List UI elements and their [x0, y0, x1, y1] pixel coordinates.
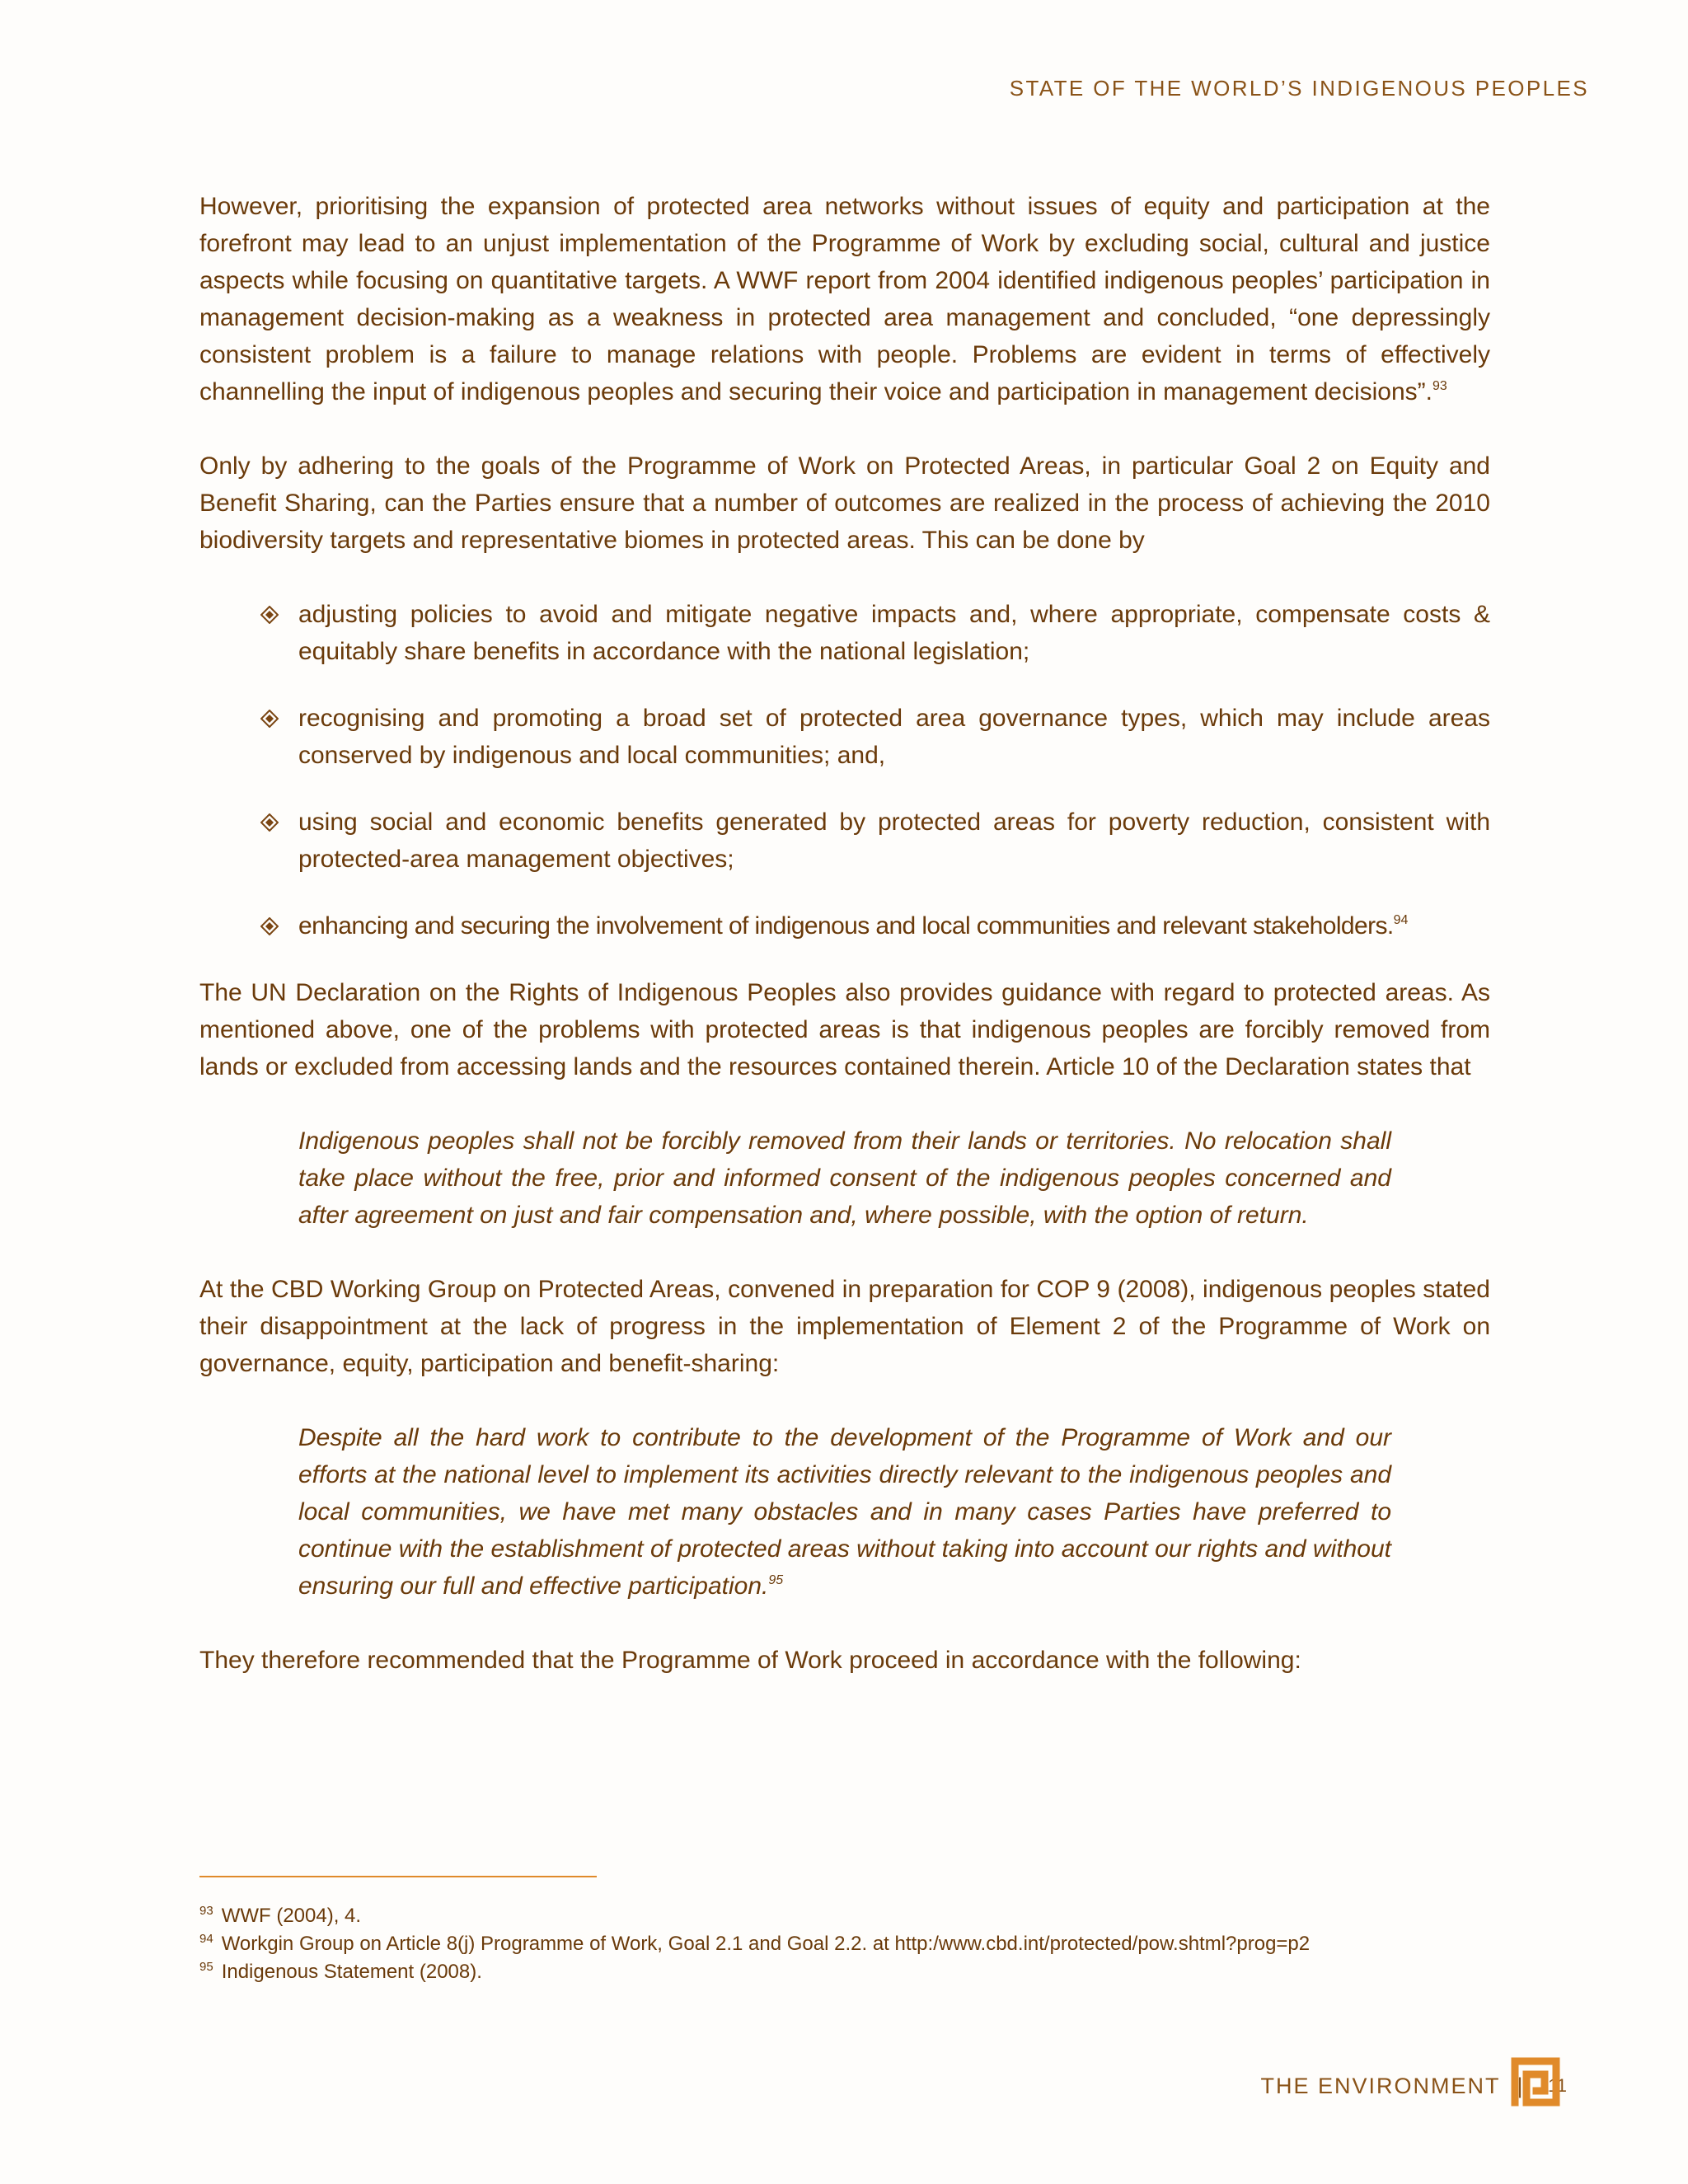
outcomes-list	[199, 596, 1490, 944]
list-item-text: recognising and promoting a broad set of protected area governance types, which may include areas conserved by indigenous and local communities; and,	[298, 705, 1490, 769]
diamond-bullet-icon	[260, 917, 279, 935]
footnote-ref-95[interactable]: 95	[768, 1573, 784, 1587]
footnote	[199, 1902, 1518, 1930]
greek-key-logo-icon	[1508, 2053, 1564, 2109]
footer-section-title: THE ENVIRONMENT	[1260, 2073, 1501, 2098]
paragraph-1-text: However, prioritising the expansion of protected area networks without issues of equity and participation at the forefront may lead to an unjust implementation of the Programme of Work by excluding social, cultural and justice aspects while focusing on quantitative targets. A WWF report from 2004 identified indigenous peoples’ participation in management decision-making as a weakness in protected area management and concluded, “one depressingly consistent problem is a failure to manage relations with people. Problems are evident in terms of effectively channelling the input of indigenous peoples and securing their voice and participation in management decisions”.	[199, 193, 1490, 405]
block-quote-article-10: Indigenous peoples shall not be forcibly removed from their lands or territories. No relocation shall take place without the free, prior and informed consent of the indigenous peoples concerned and after agreement on just and fair compensation and, where possible, with the option of return.	[298, 1127, 1391, 1229]
footnote-number: 93	[199, 1904, 213, 1918]
diamond-bullet-icon	[260, 606, 279, 624]
list-item	[298, 700, 1490, 774]
list-item	[298, 804, 1490, 878]
page-number: 111	[1539, 2075, 1567, 2096]
footnote	[199, 1930, 1518, 1958]
footnote-number: 95	[199, 1960, 213, 1974]
list-item	[298, 596, 1490, 670]
paragraph-1	[199, 188, 1490, 410]
footnote-ref-94[interactable]: 94	[1393, 913, 1409, 927]
footer-separator: |	[1517, 2073, 1523, 2098]
list-item-text: enhancing and securing the involvement of indigenous and local communities and relevant stakeholders.	[298, 912, 1394, 940]
footnote-text: Workgin Group on Article 8(j) Programme of Work, Goal 2.1 and Goal 2.2. at http:/www.cbd.int/protected/pow.shtml?prog=p2	[221, 1933, 1311, 1955]
block-quote-text: Despite all the hard work to contribute to the development of the Programme of Work and our efforts at the national level to implement its activities directly relevant to the indigenous peoples and local communities, we have met many obstacles and in many cases Parties have preferred to continue with the establishment of protected areas without taking into account our rights and without ensuring our full and effective participation.	[298, 1424, 1391, 1600]
paragraph-3: The UN Declaration on the Rights of Indigenous Peoples also provides guidance with regard to protected areas. As mentioned above, one of the problems with protected areas is that indigenous peoples are forcibly removed from lands or excluded from accessing lands and the resources contained therein. Article 10 of the Declaration states that	[199, 979, 1490, 1080]
diamond-bullet-icon	[260, 813, 279, 832]
footnote-divider	[199, 1876, 597, 1877]
footnote-text: Indigenous Statement (2008).	[221, 1961, 482, 1983]
footnote-text: WWF (2004), 4.	[221, 1905, 362, 1927]
paragraph-4: At the CBD Working Group on Protected Areas, convened in preparation for COP 9 (2008), indigenous peoples stated their disappointment at the lack of progress in the implementation of Element 2 of the Programme of Work on governance, equity, participation and benefit-sharing:	[199, 1276, 1490, 1377]
footnote-ref-93[interactable]: 93	[1432, 379, 1447, 393]
footnote-number: 94	[199, 1932, 213, 1946]
main-content	[199, 188, 1490, 1716]
footnote	[199, 1958, 1518, 1986]
footnotes	[199, 1902, 1518, 1986]
list-item-text: using social and economic benefits generated by protected areas for poverty reduction, consistent with protected-area management objectives;	[298, 808, 1490, 873]
running-header: STATE OF THE WORLD’S INDIGENOUS PEOPLES	[1009, 76, 1589, 101]
paragraph-5: They therefore recommended that the Programme of Work proceed in accordance with the following:	[199, 1647, 1301, 1674]
list-item	[298, 907, 1490, 944]
diamond-bullet-icon	[260, 710, 279, 728]
list-item-text: adjusting policies to avoid and mitigate negative impacts and, where appropriate, compensate costs & equitably share benefits in accordance with the national legislation;	[298, 601, 1490, 665]
paragraph-2: Only by adhering to the goals of the Programme of Work on Protected Areas, in particular Goal 2 on Equity and Benefit Sharing, can the Parties ensure that a number of outcomes are realized in the process of achieving the 2010 biodiversity targets and representative biomes in protected areas. This can be done by	[199, 452, 1490, 554]
block-quote-indigenous-statement	[298, 1419, 1391, 1605]
